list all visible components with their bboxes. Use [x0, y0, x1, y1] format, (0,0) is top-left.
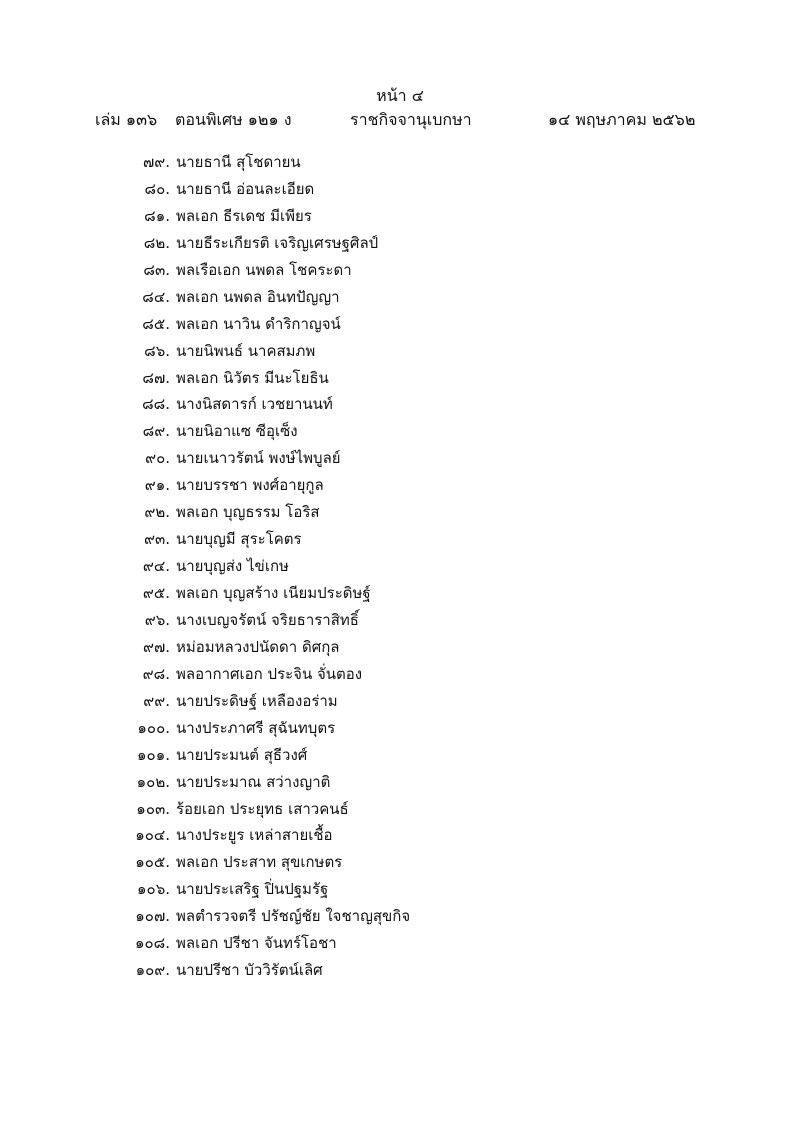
page-number: หน้า ๔ [376, 86, 424, 105]
list-item-name: นางประภาศรี สุฉันทบุตร [176, 718, 336, 737]
list-item [0, 392, 800, 419]
list-item [0, 743, 800, 770]
gazette-header [0, 108, 800, 130]
section-label: ตอนพิเศษ ๑๒๑ ง [175, 110, 292, 129]
list-item-number: ๘๘. [142, 395, 170, 414]
list-item-name: พลเรือเอก นพดล โชคระดา [176, 260, 352, 279]
list-item [0, 527, 800, 554]
list-item-name: พลเอก นิวัตร มีนะโยธิน [176, 368, 329, 387]
list-item [0, 446, 800, 473]
list-item-name: นางนิสดารก์ เวชยานนท์ [176, 395, 333, 414]
list-item [0, 716, 800, 743]
list-item-number: ๗๙. [142, 153, 170, 171]
list-item [0, 285, 800, 312]
list-item-name: นายเนาวรัตน์ พงษ์ไพบูลย์ [176, 449, 341, 468]
list-item-name: นางเบญจรัตน์ จริยธาราสิทธิ์ [176, 610, 359, 629]
list-item [0, 231, 800, 258]
list-item-number: ๑๐๘. [134, 934, 170, 953]
list-item [0, 608, 800, 635]
list-item [0, 312, 800, 339]
name-list [0, 150, 800, 985]
list-item-number: ๑๐๐. [137, 718, 170, 737]
list-item-name: พลเอก บุญสร้าง เนียมประดิษฐ์ [176, 584, 371, 602]
list-item-number: ๘๖. [144, 341, 170, 360]
list-item [0, 689, 800, 716]
list-item-number: ๑๐๑. [137, 745, 170, 764]
list-item-number: ๙๖. [144, 610, 170, 629]
list-item-name: หม่อมหลวงปนัดดา ดิศกุล [176, 637, 340, 656]
list-item-name: นายประดิษฐ์ เหลืองอร่าม [176, 691, 338, 710]
list-item-number: ๙๑. [144, 476, 170, 495]
list-item-name: นายประมนต์ สุธีวงศ์ [176, 745, 308, 764]
list-item [0, 419, 800, 446]
list-item-number: ๘๕. [142, 314, 170, 333]
list-item-number: ๑๐๓. [136, 799, 170, 818]
list-item-name: พลเอก ธีรเดช มีเพียร [176, 206, 312, 225]
list-item-number: ๙๙. [143, 691, 170, 710]
list-item-number: ๑๐๙. [135, 961, 170, 980]
list-item [0, 554, 800, 581]
list-item-number: ๘๑. [144, 206, 170, 225]
list-item-name: นางประยูร เหล่าสายเชื้อ [176, 826, 333, 845]
list-item [0, 581, 800, 608]
list-item-number: ๙๕. [142, 584, 170, 602]
list-item [0, 662, 800, 689]
list-item-name: พลเอก ประสาท สุขเกษตร [176, 853, 343, 872]
list-item [0, 877, 800, 904]
list-item-name: พลเอก นพดล อินทปัญญา [176, 287, 340, 306]
list-item [0, 958, 800, 985]
list-item-number: ๘๙. [142, 422, 170, 441]
list-item-name: นายธานี สุโชดายน [176, 153, 301, 171]
list-item-name: ร้อยเอก ประยุทธ เสาวคนธ์ [176, 799, 349, 818]
volume-label: เล่ม ๑๓๖ [95, 110, 158, 129]
list-item-number: ๘๐. [144, 179, 170, 198]
list-item-name: นายบุญส่ง ไข่เกษ [176, 557, 289, 576]
list-item [0, 177, 800, 204]
list-item-number: ๑๐๕. [135, 853, 170, 872]
list-item [0, 850, 800, 877]
list-item [0, 931, 800, 958]
list-item [0, 823, 800, 850]
list-item-name: นายปรีชา บัววิรัตน์เลิศ [176, 961, 323, 980]
publication-date: ๑๔ พฤษภาคม ๒๕๖๒ [548, 110, 696, 129]
list-item-name: พลเอก บุญธรรม โอริส [176, 503, 320, 522]
list-item [0, 797, 800, 824]
list-item-number: ๙๒. [144, 503, 170, 522]
list-item [0, 904, 800, 931]
list-item-name: นายนิอาแซ ซีอุเซ็ง [176, 422, 298, 441]
list-item-number: ๘๓. [143, 260, 170, 279]
list-item [0, 204, 800, 231]
list-item-name: นายประมาณ สว่างญาติ [176, 772, 331, 791]
list-item [0, 339, 800, 366]
list-item-name: นายธีระเกียรติ เจริญเศรษฐศิลป์ [176, 233, 379, 252]
list-item-name: นายบุญมี สุระโคตร [176, 530, 302, 549]
list-item-number: ๙๐. [145, 449, 170, 468]
list-item-name: พลตำรวจตรี ปรัชญ์ชัย ใจชาญสุขกิจ [176, 907, 411, 926]
list-item-number: ๑๐๒. [136, 772, 170, 791]
list-item [0, 150, 800, 177]
gazette-title: ราชกิจจานุเบกษา [350, 110, 472, 129]
list-item [0, 473, 800, 500]
list-item-name: นายบรรชา พงศ์อายุกูล [176, 476, 324, 495]
list-item-number: ๘๒. [143, 233, 170, 252]
list-item [0, 258, 800, 285]
list-item-number: ๑๐๔. [135, 826, 170, 845]
list-item [0, 366, 800, 393]
list-item-number: ๙๔. [142, 557, 170, 576]
list-item-number: ๘๗. [142, 368, 170, 387]
list-item-name: นายประเสริฐ ปิ่นปฐมรัฐ [176, 880, 329, 899]
list-item-name: นายนิพนธ์ นาคสมภพ [176, 341, 316, 360]
list-item [0, 770, 800, 797]
list-item-number: ๘๔. [142, 287, 170, 306]
list-item-name: พลเอก นาวิน ดำริกาญจน์ [176, 314, 341, 333]
list-item-number: ๙๓. [143, 530, 170, 549]
list-item [0, 500, 800, 527]
list-item-number: ๙๗. [142, 637, 170, 656]
list-item-name: พลอากาศเอก ประจิน จั่นตอง [176, 664, 363, 683]
list-item [0, 635, 800, 662]
list-item-number: ๙๘. [142, 664, 170, 683]
list-item-number: ๑๐๖. [137, 880, 170, 899]
list-item-name: นายธานี อ่อนละเอียด [176, 179, 315, 198]
list-item-number: ๑๐๗. [135, 907, 170, 926]
list-item-name: พลเอก ปรีชา จันทร์โอชา [176, 934, 337, 953]
